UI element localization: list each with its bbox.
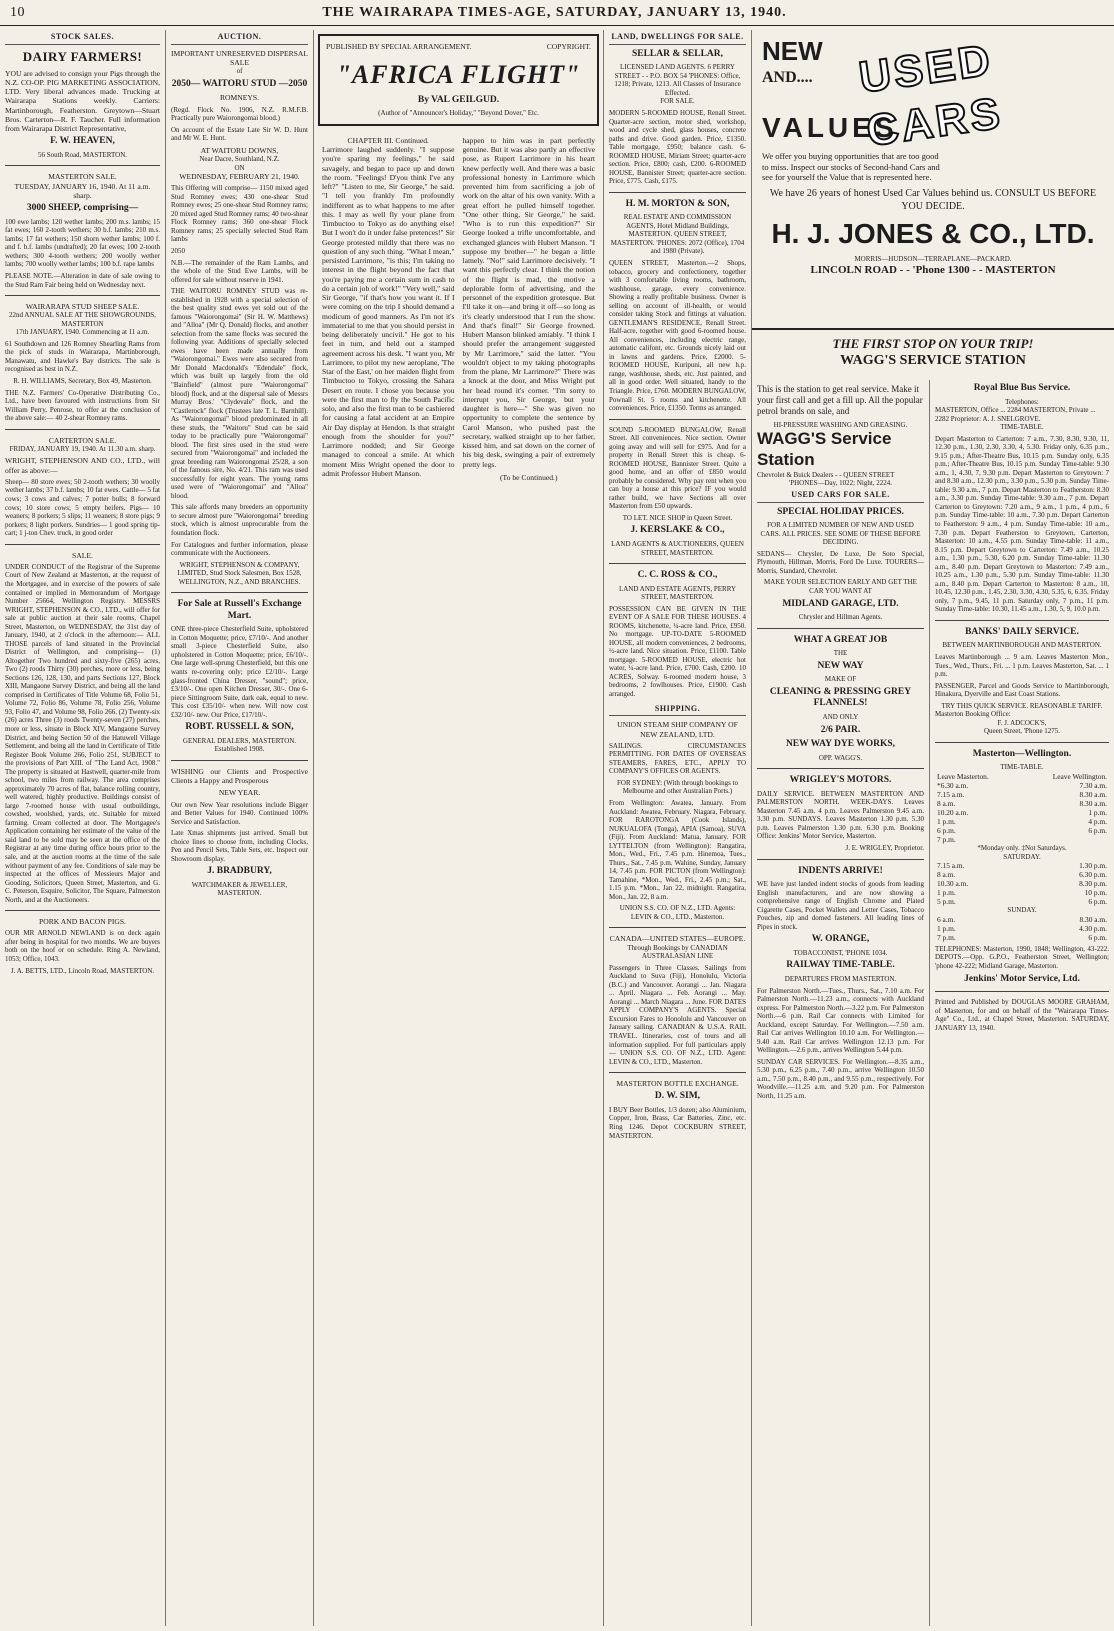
table-row [935, 870, 1109, 879]
banks-sub: BETWEEN MARTINBOROUGH AND MASTERTON. [942, 641, 1102, 650]
wright-stephenson: WRIGHT, STEPHENSON & COMPANY, LIMITED, Stud Stock Salesmen, Box 1528, WELLINGTON, N.Z., AND BRANCHES. [177, 560, 302, 586]
wishing-text: WISHING our Clients and Prospective Clients a Happy and Prosperous [171, 766, 308, 786]
column-land [604, 30, 752, 1626]
wrigley-text: DAILY SERVICE. BETWEEN MASTERTON AND PALMERSTON NORTH. WEEK-DAYS. Leaves Masterton 7.45 a.m. 4 p.m. Leaves Palmerston 9.45 a.m. 3.30 p.m. SUNDAYS. Leaves Masterton 1.30 p.m. 5.30 p.m. Leaves Palmerston 1.30 p.m. 6.30 p.m. Booking Office: Jenkins' Motor Service, Masterton. [757, 789, 924, 841]
jenkins-name: Jenkins' Motor Service, Ltd. [964, 973, 1080, 984]
divider [5, 544, 160, 545]
romneys-label: ROMNEYS. [219, 93, 260, 103]
page-number: 10 [10, 4, 25, 20]
canada-heading: CANADA—UNITED STATES—EUROPE. [609, 934, 746, 944]
divider [609, 419, 746, 420]
annual-sale: 22nd ANNUAL SALE AT THE SHOWGROUNDS, MASTERTON [9, 311, 156, 328]
values-text: We offer you buying opportunities that are too good to miss. Inspect our stocks of Second-hand Cars and see for yourself the Value that is represented here. [762, 151, 940, 183]
dye-works: NEW WAY DYE WORKS, [785, 739, 896, 750]
divider [609, 927, 746, 928]
kerslake-sub: LAND AGENTS & AUCTIONEERS, QUEEN STREET, MASTERTON. [611, 539, 744, 557]
for-sale-label: FOR SALE. [660, 97, 695, 106]
wright-offer: WRIGHT, STEPHENSON AND CO., LTD., will offer as above:— [5, 456, 160, 475]
to-be-continued: (To be Continued.) [500, 472, 558, 482]
newspaper-title: THE WAIRARAPA TIMES-AGE, SATURDAY, JANUARY 13, 1940. [322, 4, 787, 20]
banks-heading: BANKS' DAILY SERVICE. [965, 626, 1079, 637]
waitoru-downs: AT WAITORU DOWNS, [200, 145, 279, 155]
divider [935, 991, 1109, 992]
column-serial [314, 30, 604, 1626]
table-cell: 10.30 a.m. [937, 879, 969, 889]
table-cell: 6 p.m. [937, 826, 956, 836]
table-cell: 8 a.m. [937, 870, 956, 880]
offering-list: This Offering will comprise— 1150 mixed aged Stud Romney ewes; 430 one-shear Stud Romney ewes; 25 one-shear Stud Romney rams; 20 mixed aged Stud Romney rams; 40 two-shear Flock Romney rams; 360 one-shear Flock Romney rams; 25 specially selected Stud Ram lambs [171, 184, 308, 244]
please-note: PLEASE NOTE.—Alteration in date of sale owing to the Stud Ram Fair being held on Wednesday next. [5, 271, 160, 289]
to-let: TO LET. NICE SHOP in Queen Street. [622, 513, 733, 522]
sim-name: D. W. SIM, [654, 1091, 701, 1102]
new-label: NEW [762, 36, 823, 66]
location: Near Dacre, Southland, N.Z. [199, 154, 280, 163]
midland-name: MIDLAND GARAGE, LTD. [782, 598, 899, 609]
opp-waggs: OPP. WAGG'S. [818, 753, 863, 762]
table-row [935, 897, 1109, 906]
wagg-big: WAGG'S Service Station [757, 429, 892, 470]
mw-timetable-label: TIME-TABLE. [1000, 763, 1044, 772]
story-text-right: happen to him was in part perfectly genuine. But it was also partly an effective pose, as Rupert Larrimore in his heart knew perfectly well. And there was a basic professional honesty in Larrimore which prevented him from sacrificing a job of work on the altar of his own vanity. With a great effort he pulled himself together. "One other thing, Sir George," he said. "Who is to run this expedition?" Sir George looked a trifle uncomfortable, and exchanged glances with Hubert Manson. "I suppose my brother—" he began a little lamely. "No!" said Larrimore decisively. "I want this perfectly clear. I think the notion of the flight is mad, the motive a deplorable form of advertising, and the personnel of the expedition grotesque. But I'll take it on—and bring it off—so long as it's clearly understood that I run the show. And that's final!" Sir George frowned. Hubert Manson blinked amiably. "I think I should prefer the arrangement suggested by Mr Larrimore," said the latter. "You wouldn't object to my taking photographs from the plane, Mr Larrimore?" There was a knock at the door, and Miss Wright put her head round it's corner. "I'm sorry to interrupt you, Sir George, but your daughter is here—" She was given no opportunity to complete the sentence by Carol Manson, who pushed past the secretary, walked straight up to her father, kissed him, and sat down on the corner of his big desk, swinging a pair of extremely pretty legs. [462, 135, 595, 469]
great-job: WHAT A GREAT JOB [793, 634, 888, 645]
morton-sub: REAL ESTATE AND COMMISSION AGENTS, Hotel Midland Buildings, MASTERTON. QUEEN STREET, MASTERTON. 'PHONES: 2072 (Office), 1704 and 1980 (Private). [610, 213, 745, 256]
wrigley-signature: J. E. WRIGLEY, Proprietor. [845, 844, 924, 853]
union-agents: UNION S.S. CO. OF N.Z., LTD. Agents: LEVIN & CO., LTD., Masterton. [619, 904, 736, 921]
try-service: TRY THIS QUICK SERVICE. REASONABLE TARIFF. [941, 701, 1103, 710]
morton-listings: QUEEN STREET, Masterton.—2 Shops, tobacco, grocery and confectionery, together with 3 comfortable living rooms, bathroom, washhouse, garage, every convenience. Showing a really profitable business. Owner is selling on account of ill-health, or would consider taking Stock and fittings at valuation. GENTLEMAN'S RESIDENCE, Renall Street. Half-acre, together with good 6-roomed house. All conveniences, including electric range, automatic califont, etc. Grounds nicely laid out in lawns and gardens. Price, £2000. 5-ROOMED HOUSE, Kuripuni, all new h.p. range, washhouse, sheds, etc. Just painted, and all in good order. Well situated, handy to the Triangle. Price, £760. MODERN BUNGALOW, Pownall St. 5 rooms and kitchenette. All conveniences. Price, £1350. Terms as arranged. [609, 259, 746, 413]
resolutions-text: Our own New Year resolutions include Bigger and Better Values for 1940. Continued 100% Service and Satisfaction. [171, 800, 308, 826]
divider [757, 859, 924, 860]
on-label: ON [234, 163, 245, 172]
time-table-label: TIME-TABLE. [1000, 423, 1044, 432]
for-sydney: FOR SYDNEY: (With through bookings to Melbourne and other Australian Ports.) [617, 778, 738, 796]
serial-title: "AFRICA FLIGHT" [336, 60, 581, 90]
sim-text: I BUY Beer Bottles, 1/3 dozen; also Aluminium, Copper, Iron, Brass, Car Batteries, Zinc, etc. Ring 1246. Depot COCKBURN STREET, MASTERTON. [609, 1105, 746, 1140]
table-row [935, 861, 1109, 870]
table-cell: 6 p.m. [1088, 897, 1107, 907]
indents-text: WE have just landed indent stocks of goods from leading English manufacturers, and are now showing a comprehensive range of English Chrome and Plated Cigarette Cases, Pocket Wallets and Letter Cases, Tobacco Pouches, zip and domed fasteners. All leading lines of Pipes in stock. [757, 880, 924, 931]
ross-listings: POSSESSION CAN BE GIVEN IN THE EVENT OF A SALE FOR THESE HOUSES. 4 ROOMS, kitchenette, ¼-acre land. Price, £950. No mortgage. UP-TO-DATE 5-ROOMED HOUSE, all modern conveniences, 2 bedrooms, ½-acre land. Nice situation. Price, £1100. Table mortgage. 5-ROOMED HOUSE, electric hot water, ¼-acre land. Price, £700. Cash, £200. 10 ACRES, Solway. 6-roomed modern house, 3 bedrooms, 2 fowlhouses. Price, £1900. Cash arranged. [609, 604, 746, 698]
cleaning-text: CLEANING & PRESSING GREY FLANNELS! [769, 686, 912, 709]
sellar-sub: LICENSED LAND AGENTS. 6 PERRY STREET - - P.O. BOX 54 'PHONES: Office, 1218; Private, 1213. All Classes of Insurance Effected. [614, 63, 741, 97]
union-text: SAILINGS. CIRCUMSTANCES PERMITTING. FOR DATES OF OVERSEAS STEAMERS, FARES, ETC., APPLY TO COMPANY'S OFFICES OR AGENTS. [609, 741, 746, 776]
russell-name: ROBT. RUSSELL & SON, [185, 722, 294, 733]
copyright-note: COPYRIGHT. [546, 42, 591, 51]
ross-name: C. C. ROSS & CO., [637, 570, 718, 581]
adcock-name: F. J. ADCOCK'S, [997, 718, 1047, 727]
the-label: THE [833, 649, 848, 658]
dairy-farmers-heading: DAIRY FARMERS! [22, 48, 143, 64]
jones-makes: MORRIS—HUDSON—TERRAPLANE—PACKARD. [854, 255, 1012, 263]
table-cell: 8.30 p.m. [1079, 879, 1107, 889]
masterton-sale-heading: MASTERTON SALE. [48, 172, 117, 182]
serial-header-box [318, 34, 599, 126]
pork-text: OUR MR ARNOLD NEWLAND is on deck again after being in hospital for two months. We are buyers both on the hoof or on schedule. Ring A. Newland, 1053; Office, 1043. [5, 929, 160, 964]
orange-sub: TOBACCONIST, 'PHONE 1034. [793, 948, 888, 957]
used-cars-label: USED CARS [856, 35, 1006, 156]
stud-history: THE WAITORU ROMNEY STUD was re-established in 1928 with a special selection of the best quality stud ewes yet sold out of the famous "Waiorongomai" (Sir H. W. Matthews) and "Alloa" (Mr Q. Donald) flocks, and another selection from the same flocks was secured the following year. Additions of specially selected ewes have been made annually from "Waiorongomai." Ewes were also secured from Mr Donald Macdonald's "Edendale" flock, which was built up largely from the old "Bainfield" (almost pure "Waiorongomai" blood) flock, and at the dispersal sale of Messrs Murray Bros.' "Clydevale" flock, and the "Castlerock" flock (Trustees late T. L. Barnhill). As "Waiorongomai" blood predominated in all these studs, the "Waitoru" Stud can be said today to be practically pure "Waiorongomai" blood. The first sires used in the stud were secured from "Waiorongomai" and included the great breeding ram Waiorongomai 25/28, a son of the famous sire, No. 4/21. This ram was used successfully for eight years. The young rams used were of "Waiorongomai" and "Alloa" blood. [171, 287, 308, 500]
flock-registration: (Regd. Flock No. 1906, N.Z. R.M.F.B. Practically pure Waiorongomai blood.) [171, 105, 308, 123]
table-row [935, 835, 1109, 844]
adcock-address: Queen Street, 'Phone 1275. [983, 727, 1061, 736]
divider [935, 620, 1109, 621]
stock-list: Sheep— 80 store ewes; 50 2-tooth wethers; 30 woolly wether lambs; 37 b.f. lambs; 10 fat ewes. Cattle— 5 fat cows; 3 cows and calves; 7 potter bulls; 8 forward cows; 10 store cows; 5 empty heifers. Pigs— 10 weaners; 8 porkers; 5 slips; 11 weaners; 8 store pigs; 9 porkers; 8 light porkers. Sundries— 1 good spring tip-cart; 1 j-ton Chev. truck, in good order [5, 477, 160, 538]
booking-office: Masterton Booking Office: [935, 710, 1011, 719]
table-cell: 1.30 p.m. [1079, 861, 1107, 871]
serial-author: By VAL GEILGUD. [417, 94, 500, 105]
serial-body [314, 130, 603, 488]
table-cell: 8.30 a.m. [1079, 789, 1107, 799]
dispersal-heading: IMPORTANT UNRESERVED DISPERSAL SALE [171, 48, 308, 67]
southdown-text: 61 Southdown and 126 Romney Shearling Rams from the pick of studs in Wairarapa, Martinborough, Manawatu, and Hawke's Bay districts. The sale is recognised as best in N.Z. [5, 339, 160, 374]
table-cell: 6.30 p.m. [1079, 870, 1107, 880]
royal-blue-phones: MASTERTON, Office ... 2284 MASTERTON, Private ... 2282 Proprietor: A. J. SNELGROVE. [935, 406, 1096, 423]
table-cell: 1 p.m. [937, 888, 956, 898]
table-cell: 1 p.m. [1088, 807, 1107, 817]
mw-heading: Masterton—Wellington. [972, 748, 1072, 759]
years-text: We have 26 years of honest Used Car Values behind us. CONSULT US BEFORE YOU DECIDE. [769, 188, 1097, 212]
telephones-label: Telephones: [1005, 397, 1039, 406]
new-way: NEW WAY [817, 660, 864, 671]
carterton-sale-heading: CARTERTON SALE. [48, 435, 117, 445]
section-shipping: SHIPPING. [609, 702, 746, 717]
table-row [935, 808, 1109, 817]
and-label: AND.... [762, 68, 813, 86]
of-label: of [236, 67, 243, 76]
waitoru-stud-line: 2050— WAITORU STUD —2050 [171, 78, 308, 89]
railway-heading: RAILWAY TIME-TABLE. [786, 960, 895, 971]
section-land: LAND, DWELLINGS FOR SALE. [609, 30, 746, 45]
table-cell: 8.30 a.m. [1079, 914, 1107, 924]
price-per-pair: 2/6 PAIR. [820, 724, 861, 735]
mw-sunday: SUNDAY. [1007, 906, 1037, 915]
published-note: PUBLISHED BY SPECIAL ARRANGEMENT. [326, 42, 472, 51]
kerslake-name: J. KERSLAKE & CO., [630, 525, 725, 536]
watchmaker: WATCHMAKER & JEWELLER, MASTERTON. [191, 880, 288, 898]
table-cell: 6 p.m. [1088, 826, 1107, 836]
table-cell: 6 p.m. [1088, 932, 1107, 942]
new-year: NEW YEAR. [218, 788, 261, 798]
column-ads-left [752, 380, 930, 1626]
serial-author-note: (Author of "Announcer's Holiday," "Beyond Dover," Etc. [378, 109, 539, 118]
sellar-name: SELLAR & SELLAR, [631, 48, 724, 59]
betts-address: J. A. BETTS, LTD., Lincoln Road, MASTERTON. [10, 966, 155, 975]
wagg-address: Chevrolet & Buick Dealers - - QUEEN STREET [757, 470, 895, 479]
table-row [935, 817, 1109, 826]
holiday-prices: SPECIAL HOLIDAY PRICES. [777, 506, 904, 517]
canada-text: Passengers in Three Classes. Sailings from Auckland to Suva (Fiji), Honolulu, Victoria (B.C.) and Vancouver. Aorangi ... Jan. Niagara ... April. Niagara ... Feb. Aorangi ... May. Aorangi ... March Niagara ... June. FOR DATES APPLY COMPANY'S AGENTS. Special Excursion Fares to Honolulu and Vancouver on January sailing. CANADIAN & U.S.A. RAIL TRAVEL. Itineraries, cost of tours and all information supplied. For full particulars apply— UNION S.S. CO. OF N.Z., LTD. Agent: LEVIN & CO., LTD., Masterton. [609, 963, 746, 1066]
table-cell: 8 a.m. [937, 798, 956, 808]
wagg-text: This is the station to get real service. Make it your first call and get a fill up. All the popular petrol brands on sale, and [757, 384, 923, 416]
divider [5, 910, 160, 911]
heaven-name: F. W. HEAVEN, [50, 136, 115, 147]
chapter-heading: CHAPTER III. Continued. [347, 135, 429, 145]
table-cell: 1 p.m. [937, 923, 956, 933]
jones-name: H. J. JONES & CO., LTD. [771, 217, 1095, 249]
table-row [935, 799, 1109, 808]
catalogues-note: For Catalogues and further information, please communicate with the Auctioneers. [171, 540, 308, 558]
jones-address: LINCOLN ROAD - - 'Phone 1300 - - MASTERTON [810, 263, 1056, 276]
orange-name: W. ORANGE, [811, 934, 870, 945]
sheep-heading: 3000 SHEEP, comprising— [26, 203, 139, 214]
sedans-list: SEDANS— Chrysler, De Luxe, De Soto Special, Plymouth, Hillman, Morris, Ford De Luxe. TOURERS— Morris, Standard, Chevrolet. [757, 549, 924, 575]
morton-name: H. M. MORTON & SON, [625, 198, 730, 209]
table-cell: 7.15 a.m. [937, 861, 965, 871]
divider [609, 1072, 746, 1073]
column-auction [166, 30, 314, 1626]
divider [171, 760, 308, 761]
section-auction: AUCTION. [171, 30, 308, 45]
column-ads-right [930, 380, 1114, 1626]
first-stop: THE FIRST STOP ON YOUR TRIP! [832, 336, 1034, 351]
table-cell: 4.30 p.m. [1079, 923, 1107, 933]
make-selection: MAKE YOUR SELECTION EARLY AND GET THE CAR YOU WANT AT [764, 578, 917, 596]
table-cell [1020, 835, 1109, 844]
table-cell: 4 p.m. [1088, 817, 1107, 827]
values-label: VALUES [762, 112, 898, 144]
mw-notes: *Monday only. ‡Not Saturdays. [977, 844, 1067, 853]
carterton-sale-date: FRIDAY, JANUARY 19, 1940. At 11.30 a.m. sharp. [9, 444, 156, 453]
williams-secretary: R. H. WILLIAMS, Secretary, Box 49, Masterton. [13, 377, 152, 386]
sale-text: UNDER CONDUCT of the Registrar of the Supreme Court of New Zealand at Masterton, at the request of the Mortgagee, and in exercise of the powers of sale contained or implied in Memorandum of Mortgage Number 25664, Wellington Registry. MESSRS WRIGHT, STEPHENSON & CO., LTD., will offer for sale at public auction at their sale rooms, Chapel Street, Masterton, on WEDNESDAY, the 31st day of January, 1940, at 2 o'clock in the afternoon:— ALL THOSE parcels of land situated in the Provincial District of Wellington, and comprising— (1) Altogether Two hundred and sixty-five (265) acres, Two (2) roods Thirty (30) perches, more or less, being Sections 126, 128, 130, and parts Sections 127, Block XIII, Mangaone Survey District, and being all the land comprised in Certificates of Title Volume 68, Folio 51, Volume 72, Folio 86, Volume 78, Folio 256, Volume 93, Folio 47, and Volume 98, Folio 266. (2) Twenty-six (26) acres Three (3) roods Twenty-seven (27) perches, more or less, situate in Block XIV, Mangaone Survey District, and being Section 50 of the Hatuwell Village Settlement, and being all the land in Certificate of Title Register Book Volume 266, Folio 251, SUBJECT to the provisions of Part XIII. of "The Land Act, 1908." The property is situated at Hastwell, quarter-mile from school, two miles from railway. The area comprises approximately 70 acres of flat, balance rolling country, well watered, highly productive. Buildings consist of large 7-roomed house with usual outbuildings, cowshed, woolshed, yards, etc. Suitable for mixed farming. Cream collected at door. The Mortgagee's Application containing her estimate of the value of the said land to be sold may be seen at the office of the Registrar at any time during office hours prior to the sale, and at the auction rooms at the time of the sale without payment of any fee. Conditions of sale may be inspected at the offices of Messieurs Major and Gooding, Solicitors, Queen Street, Masterton, and G. C. Peterson, Esquire, Solicitor, The Square, Palmerston North, and at the Auctioneers. [5, 562, 160, 904]
mw-header-left: Leave Masterton. [937, 771, 989, 781]
sale-note: This sale affords many breeders an opportunity to secure almost pure "Waiorongomai" breeding stock, which is almost unprocurable from the foundation flock. [171, 503, 308, 538]
sheep-list: 100 ewe lambs; 120 wether lambs; 200 m.s. lambs; 15 fat ewes; 160 2-tooth wethers; 30 b.f. lambs; 210 m.s. lambs; 17 fat wethers; 150 shorn wether lambs; 100 f. and f. b.f. lambs (undrafted); 20 fat ewes; 100 2-tooth wethers; 300 4-tooth wethers; 200 woolly wether lambs; 700 woolly wether lambs; 100 b.f. rape lambs [5, 217, 160, 269]
table-cell: *6.30 a.m. [937, 780, 969, 790]
sale-heading: SALE. [72, 550, 93, 560]
annual-sale-date: 17th JANUARY, 1940. Commencing at 11 a.m. [15, 328, 150, 337]
xmas-text: Late Xmas shipments just arrived. Small but choice lines to choose from, including Clocks, Pen and Pencil Sets, Table Sets, etc. Inspect our Showroom display. [171, 829, 308, 863]
farmers-coop-text: THE N.Z. Farmers' Co-Operative Distributing Co., Ltd., have been favoured with instructions from Sir William Perry, Penrose, to offer at the conclusion of the above sale:— 40 2-shear Romney rams. [5, 388, 160, 423]
masterton-sale-date: TUESDAY, JANUARY 16, 1940. At 11 a.m. sharp. [14, 181, 151, 200]
railway-text: For Palmerston North.—Tues., Thurs., Sat., 7.10 a.m. For Palmerston North.—11.23 a.m., connects with Auckland express. For Palmerston North.—3.22 p.m. For Palmerston North.—6 p.m. Rail Car connects with Limited for Auckland, except Saturday. For Wellington.—7.50 a.m. Rail Car arrives Wellington 10.10 a.m. For Wellington.—9.40 a.m. Rail Car arrives Wellington 12.13 p.m. For Wellington.—2.6 p.m., arrives Wellington 5.44 p.m. [757, 986, 924, 1055]
estate-note: On account of the Estate Late Sir W. D. Hunt and Mr W. E. Hunt. [171, 125, 308, 143]
table-row [935, 781, 1109, 790]
divider [935, 742, 1109, 743]
table-cell: 7 p.m. [937, 835, 956, 845]
auction-date: WEDNESDAY, FEBRUARY 21, 1940. [179, 172, 300, 182]
divider [171, 592, 308, 593]
table-row [935, 915, 1109, 924]
and-only: AND ONLY [822, 713, 859, 722]
hi-pressure: HI-PRESSURE WASHING AND GREASING. [773, 420, 908, 429]
table-cell: 7.30 a.m. [1079, 780, 1107, 790]
divider [757, 628, 924, 629]
union-name: UNION STEAM SHIP COMPANY OF NEW ZEALAND, LTD. [617, 720, 738, 739]
mw-timetable [935, 772, 1109, 844]
column-ads [752, 30, 1114, 1626]
table-cell: 10 p.m. [1084, 888, 1107, 898]
story-text-left: Larrimore laughed suddenly. "I suppose you're sparing my feelings," he said savagely, and began to pace up and down the room. "Feelings! D'you think I've any left?" "Listen to me, Sir George," he said. "I tell you frankly I'm profoundly indifferent as to what happens to me after this. I may as well fly your plane from Timbuctoo to Tokyo as do anything else! But I won't do it under false pretences!" Sir George protested mildly that there was no question of any such thing. "What I mean," persisted Larrimore, "is this; I'm taking no interest in the flight beyond the fact that you're paying me a certain sum in cash to do a certain job of work!" "Very well," said Sir George, "if that's how you want it. If I were coming on the trip I should demand a modicum of good manners. As I'm not it's immaterial to me that you should persist in being deliberately uncivil." He got to his feet in turn, and held out a stamped agreement across his desk. "I want you, Mr Larrimore, to pilot my new aeroplane, 'The Star of the East,' on her maiden flight from Timbuctoo to Tokyo, crossing the Sahara Desert en route. I chose you because you were the first man to fly the South Pacific solo, and also the first man to be cashiered for causing a fatal accident at an Empire Air Day display at Hendon. Is that straight enough from the shoulder for you?" Larrimore nodded; and Sir George managed to conceal a smile. At which moment Miss Wright opened the door to admit Professor Hubert Manson. [322, 145, 455, 478]
divider [5, 165, 160, 166]
passenger-text: PASSENGER, Parcel and Goods Service to Martinborough, Hinakura, Dyerville and East Coast Stations. [935, 681, 1109, 699]
russell-text: ONE three-piece Chesterfield Suite, upholstered in Cotton Moquette; price, £7/10/-. And another small 3-piece Chesterfield Suite, also upholstered in Cotton Moquette; price, £6/10/-. One large well-sprung Chesterfield, but this one wants re-covering only; price £2/10/-. Large glass-fronted China Dresser, "sound"; price, £3/10/-. One open Kitchen Dresser, 30/-. One 6-piece Sittingroom Suite, dark oak, equal to new. This cost £35/10/- when new. Will now cost £32/10/- new. Our Price, £17/10/-. [171, 625, 308, 719]
table-cell: 5 p.m. [937, 897, 956, 907]
mw-saturday-table [935, 861, 1109, 906]
table-row [935, 888, 1109, 897]
offering-total: 2050 [171, 247, 185, 256]
bungalow-listings: SOUND 5-ROOMED BUNGALOW, Renall Street. All conveniences. Nice section. Owner going away and will sell for £975. And for a property in Renall Street this is cheap. 6-ROOMED HOUSE, Bannister Street. Quite a good home, and an offer of £850 would probably be considered. Why pay rent when you can buy a house at this price? IF you would rather build, we have Sections all over Masterton from £50 upwards. [609, 425, 746, 511]
nb-note: N.B.—The remainder of the Ram Lambs, and the whole of the Stud Ewe Lambs, will be offered for sale without reserve in 1941. [171, 258, 308, 284]
table-row [935, 826, 1109, 835]
divider [757, 768, 924, 769]
divider [609, 563, 746, 564]
stud-sheep-heading: WAIRARAPA STUD SHEEP SALE. [25, 302, 140, 312]
imprint: Printed and Published by DOUGLAS MOORE GRAHAM, of Masterton, for and on behalf of the "Wairarapa Times-Age" Co., Ltd., at Chapel Street, Masterton. SATURDAY, JANUARY 13, 1940. [935, 998, 1109, 1032]
table-cell: 6 a.m. [937, 914, 956, 924]
table-row [935, 879, 1109, 888]
mw-telephones: TELEPHONES: Masterton, 1990, 1848; Wellington, 43-222. DEPOTS.—Opp. G.P.O., Featherston Street, Wellington; 'phone 42-222; Midland Garage, Masterton. [935, 944, 1109, 971]
indents-heading: INDENTS ARRIVE! [798, 865, 883, 876]
table-cell: 10.20 a.m. [937, 807, 969, 817]
table-cell: 1 p.m. [937, 817, 956, 827]
divider [5, 429, 160, 430]
table-cell: 7 p.m. [937, 932, 956, 942]
used-cars-sale-heading: USED CARS FOR SALE. [757, 488, 924, 503]
midland-sub: Chrysler and Hillman Agents. [798, 613, 883, 622]
bottle-exchange: MASTERTON BOTTLE EXCHANGE. [616, 1079, 739, 1089]
mw-header-right: Leave Wellington. [1052, 771, 1107, 781]
divider [5, 295, 160, 296]
wrigley-name: WRIGLEY'S MOTORS. [789, 775, 892, 786]
dairy-farmers-text: YOU are advised to consign your Pigs through the N.Z. CO-OP. PIG MARKETING ASSOCIATION, LTD. Very liberal advances made. Trucking at Wairarapa Stations weekly. Carriers: Martinborough, Featherston. Greytown—Stuart Bros. Carterton—R. F. Taucher. Full information from Wairarapa District Representative, [5, 68, 160, 134]
sunday-car-text: SUNDAY CAR SERVICES. For Wellington.—8.35 a.m., 5.30 p.m., 6.25 p.m., 7.40 p.m., arrive Wellington 10.50 a.m., 7.50 p.m., 8.40 p.m., and 9.55 p.m., respectively. For Woodville.—11.25 a.m. and 9.20 p.m. For Palmerston North, 11.25 a.m. [757, 1057, 924, 1100]
table-row [935, 790, 1109, 799]
column-stock-sales [0, 30, 166, 1626]
banks-text: Leaves Martinborough ... 9 a.m. Leaves Masterton Mon., Tues., Wed., Thurs., Fri. ... 1 p.m. Leaves Masterton, Sat. ... 1 p.m. [935, 652, 1109, 679]
table-row [935, 933, 1109, 942]
canada-line: Through Bookings by CANADIAN AUSTRALASIAN LINE [627, 943, 728, 961]
wagg-top [752, 330, 1114, 380]
divider [609, 192, 746, 193]
section-stock-sales: STOCK SALES. [5, 30, 160, 45]
royal-blue-timetable: Depart Masterton to Carterton: 7 a.m., 7.30, 8.30, 9.30, 11, 12.30 p.m., 1.30, 2.30, 3.30, 4, 5.30. Friday only, 6.35 p.m., 9.15 p.m.; After-Theatre Bus, 10.15 p.m. Sunday only, 6.35 p.m.; After-Theatre Bus, 10.15 p.m. Sunday Time-table: 9.30 a.m., 1, 4.30, 7, 9.30 p.m. Depart Masterton to Greytown: 7 and 8.30 a.m., 12.30 p.m., 3.30 p.m., 5.30 p.m. Sunday Time-table: 9.30 a.m., 7 p.m. Depart Masterton to Featherston: 8.30 a.m., 3.30 p.m. Sunday Time-table: 9.30 a.m., 7 p.m. Depart Carterton to Greytown: 7.20 a.m., 9 a.m., 1 p.m., 4 p.m., 6 p.m. Sunday Time-table: 10 a.m., 7.30 p.m. Depart Carterton to Featherston: 9 a.m., 4 p.m. Sunday Time-table: 10 a.m., 7.30 p.m. Depart Featherston to Greytown, Carterton, Masterton: 10 a.m., 4.55 p.m. Sunday Time-table: 11 a.m., 8.15 p.m. Depart Greytown to Carterton: 7.49 a.m., 10.25 a.m., 1.30 p.m., 5.30, 6.20 p.m. Sunday Time-table: 11.30 a.m., 8.40 p.m. Depart Greytown to Masterton: 7.49 a.m., 10.25 a.m., 1.30 p.m., 5.30 p.m. Sunday Time-table: 11.30 a.m., 8.40 p.m. Depart Carterton to Masterton: 8 a.m., 10, 10.45, 12.30 p.m., 1.45, 2.30, 3.30, 4.30, 5.35, 6, 6.35. Friday only, 7 p.m., 9.45, 11 p.m. Saturday only, 7 p.m., 11 p.m. Sunday Time-table: 10.30, 11.45 a.m., 1.30, 5, 9, 10.0 p.m. [935, 434, 1109, 614]
holiday-text: FOR A LIMITED NUMBER OF NEW AND USED CARS. ALL PRICES. SEE SOME OF THESE BEFORE DECIDING. [760, 521, 921, 547]
make-of: MAKE OF [824, 675, 857, 684]
masthead [0, 0, 1114, 26]
departures-heading: DEPARTURES FROM MASTERTON. [784, 975, 897, 983]
heaven-address: 56 South Road, MASTERTON. [37, 150, 128, 159]
bradbury-name: J. BRADBURY, [207, 866, 272, 877]
royal-blue-heading: Royal Blue Bus Service. [973, 383, 1071, 393]
ross-sub: LAND AND ESTATE AGENTS, PERRY STREET, MASTERTON. [618, 584, 737, 602]
sailings: From Wellington: Awatea, January. From Auckland: Awatea, February. Niagara, February. FOR RAROTONGA (Cook Islands), NUKUALOFA (Tonga), APIA (Samoa), SUVA (Fiji). From Auckland: Matua, January. FOR LYTTELTON (from Wellington): Rangatira, Mon., Wed., Fri., 7.45 p.m. Hinemoa, Tues., Thurs., Sat., 7.45 p.m. Wahine, Sunday, January 14, 7.45 p.m. FOR PICTON (from Wellington): Tamahine, *Mon., Wed., Fri., 2.45 p.m.; Sat., 1.15 p.m. *Mon., Jan 22, midnight. Rangatira, Mon., Jan. 22, 8 a.m. [609, 798, 746, 901]
sellar-listings: MODERN 5-ROOMED HOUSE, Renall Street. Quarter-acre section, motor shed, workshop, wood and cycle shed, glass houses, concrete paths and drive. Good garden. Price, £1350. Table mortgage, £950; balance cash. 6-ROOMED HOUSE, Miriam Street; quarter-acre section. Price, £800; cash, £200. 6-ROOMED HOUSE, Bannister Street; quarter-acre section. Price, £775. Cash, £175. [609, 108, 746, 186]
pork-heading: PORK AND BACON PIGS. [39, 917, 126, 927]
wagg-title: WAGG'S SERVICE STATION [840, 352, 1026, 368]
table-cell: 7.15 a.m. [937, 789, 965, 799]
used-cars-ad [752, 30, 1114, 330]
table-row [935, 924, 1109, 933]
russell-sub: GENERAL DEALERS, MASTERTON. Established 1908. [182, 736, 297, 754]
mw-sunday-table [935, 915, 1109, 942]
mw-saturday: SATURDAY. [1003, 852, 1041, 861]
table-cell: 8.30 a.m. [1079, 798, 1107, 808]
russell-heading: For Sale at Russell's Exchange Mart. [177, 599, 302, 621]
wagg-phones: 'PHONES—Day, 1022; Night, 2224. [788, 479, 893, 488]
